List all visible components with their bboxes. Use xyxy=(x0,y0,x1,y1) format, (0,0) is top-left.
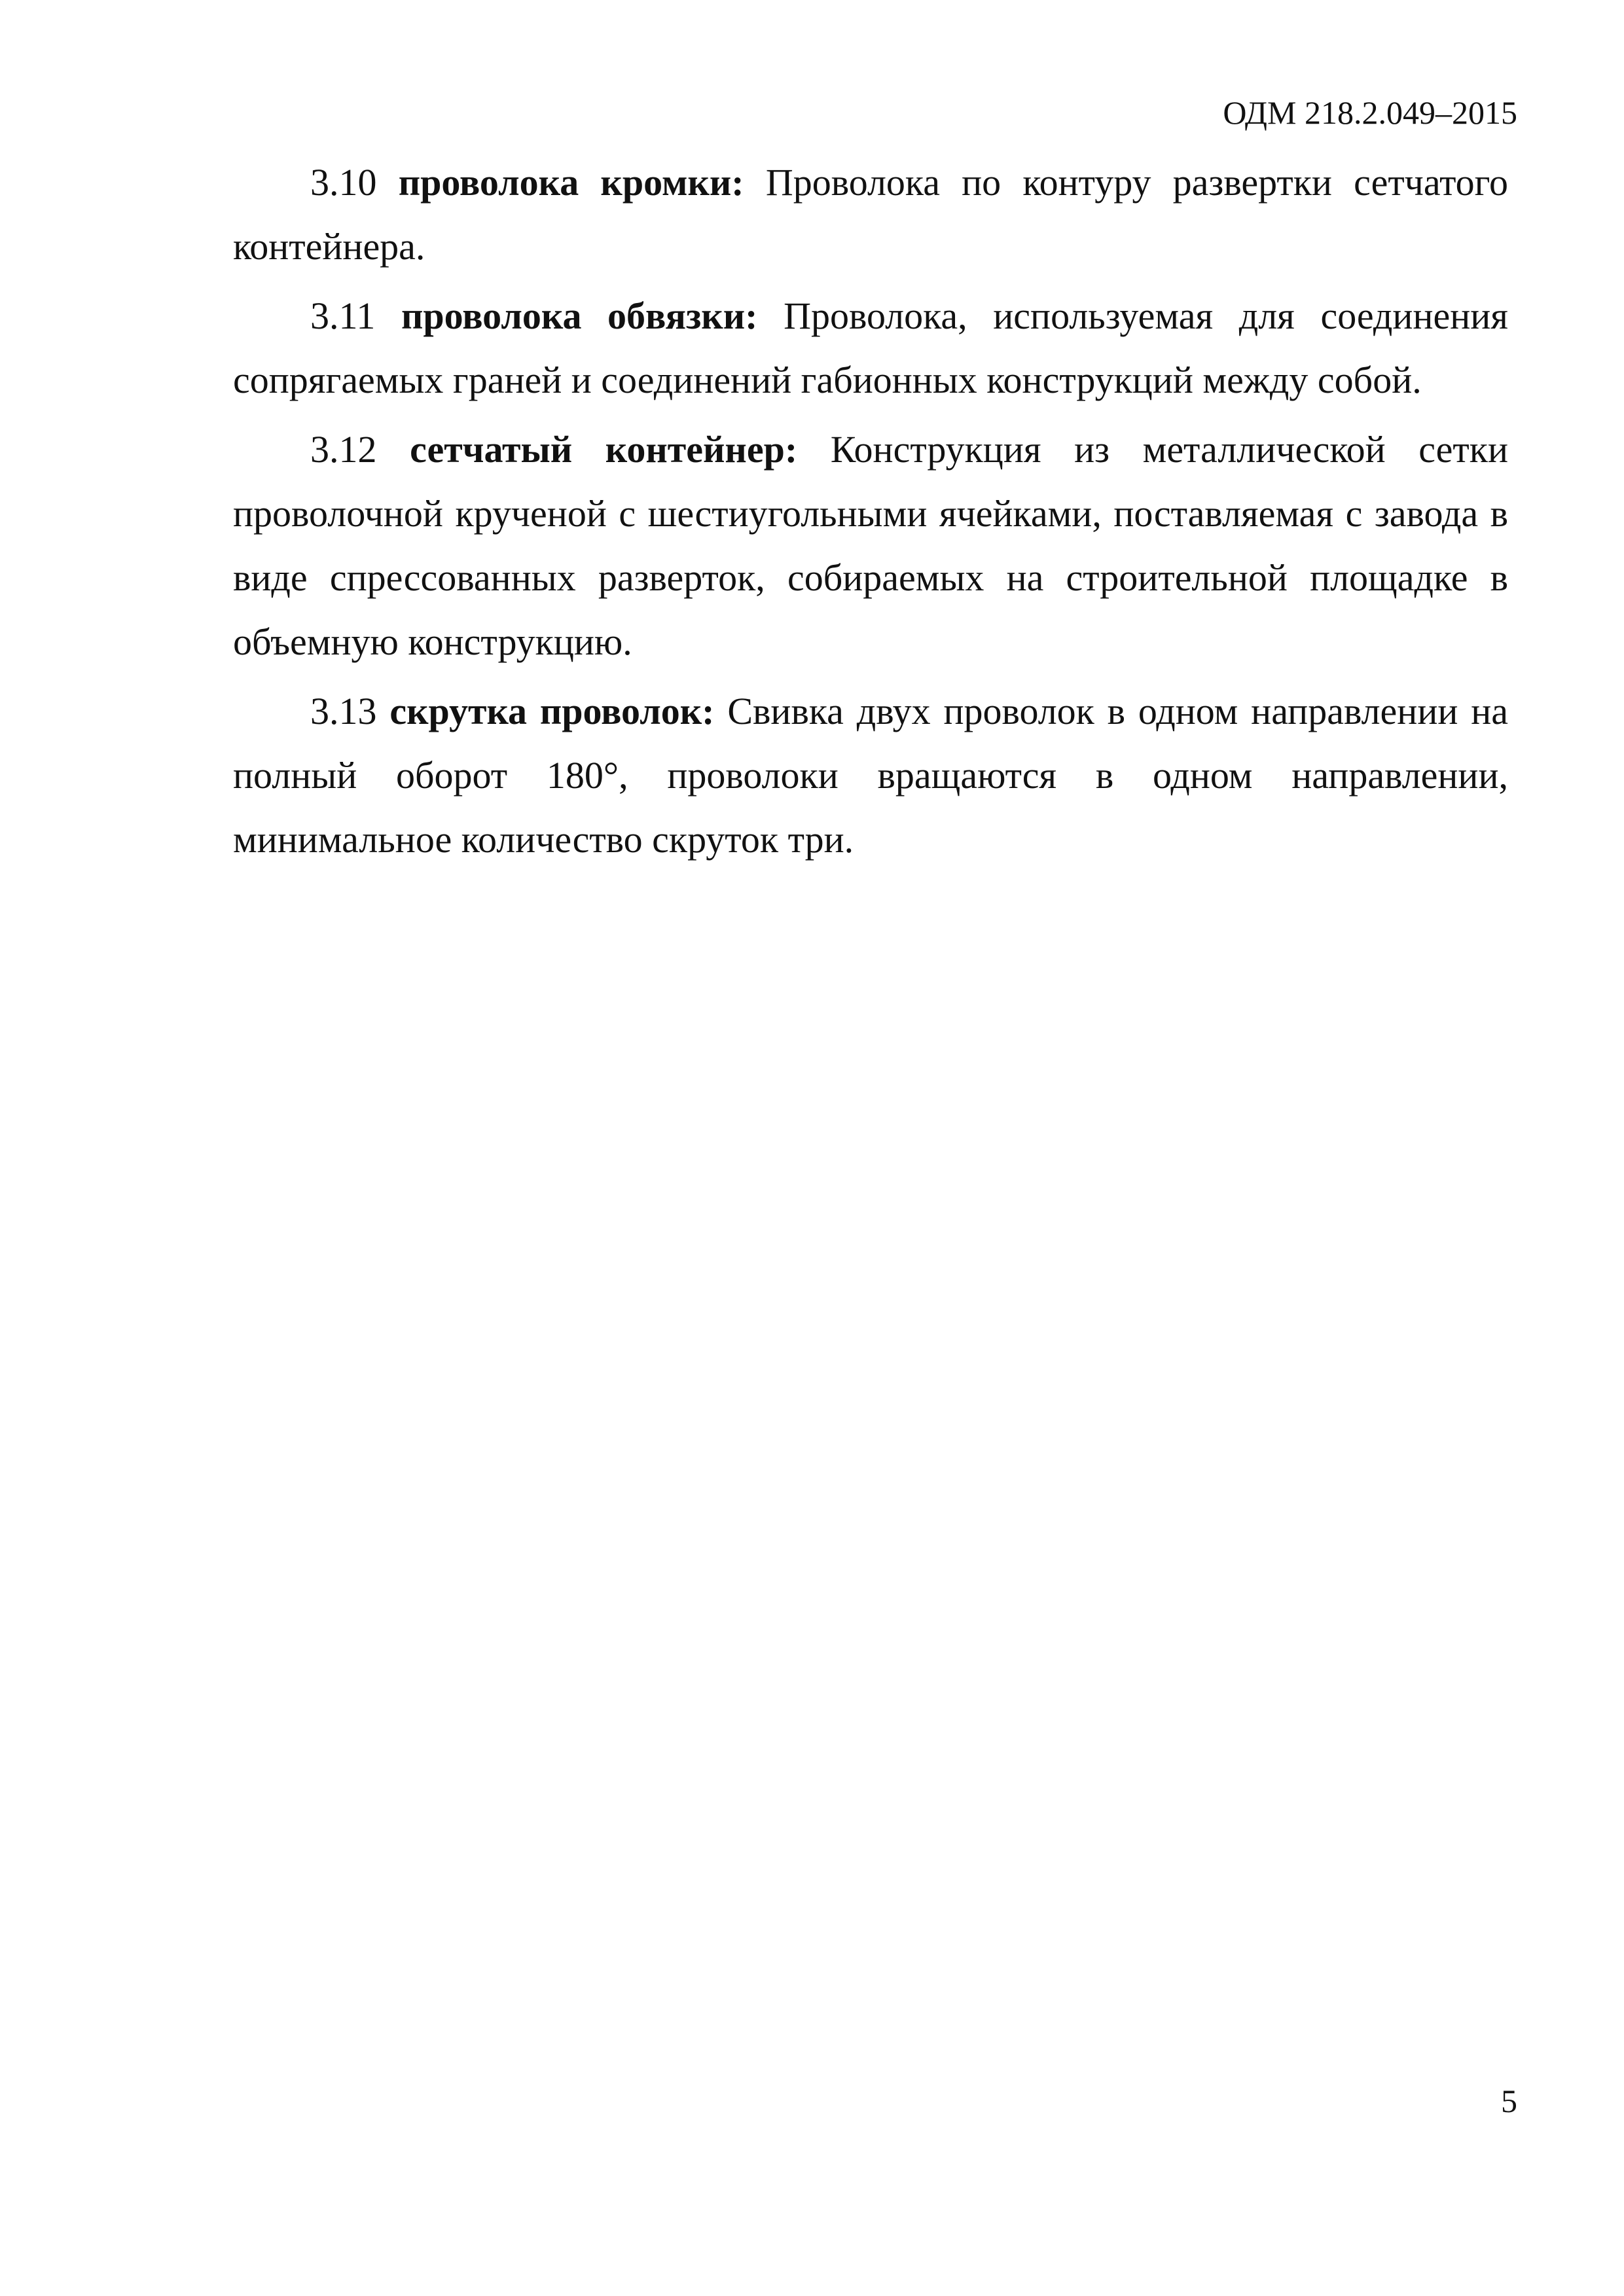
definition-3-10 xyxy=(233,151,1508,279)
term: скрутка проволок: xyxy=(389,690,715,732)
definition-3-13 xyxy=(233,679,1508,872)
term: проволока кромки: xyxy=(398,161,744,204)
document-code: ОДМ 218.2.049–2015 xyxy=(1223,94,1517,131)
clause-number: 3.10 xyxy=(310,161,377,204)
clause-number: 3.12 xyxy=(310,428,377,471)
definition-3-12 xyxy=(233,418,1508,674)
term: проволока обвязки: xyxy=(401,295,758,337)
clause-number: 3.11 xyxy=(310,295,376,337)
page-number: 5 xyxy=(1501,2083,1517,2119)
definition-text: Свивка двух проволок в одном направлении на полный оборот 180°, проволоки вращаются в одном направлении, минимальное количество скруток три. xyxy=(233,690,1508,861)
definition-text: Проволока, используемая для соединения сопрягаемых граней и соединений габионных конструкций между собой. xyxy=(233,295,1508,401)
clause-number: 3.13 xyxy=(310,690,377,732)
definition-text: Проволока по контуру развертки сетчатого контейнера. xyxy=(233,161,1509,268)
definition-text: Конструкция из металлической сетки проволочной крученой с шестиугольными ячейками, поставляемая с завода в виде спрессованных разверток, собираемых на строительной площадке в объемную конструкцию. xyxy=(233,428,1508,663)
definition-3-11 xyxy=(233,284,1508,412)
term: сетчатый контейнер: xyxy=(410,428,798,471)
document-body xyxy=(233,151,1508,877)
